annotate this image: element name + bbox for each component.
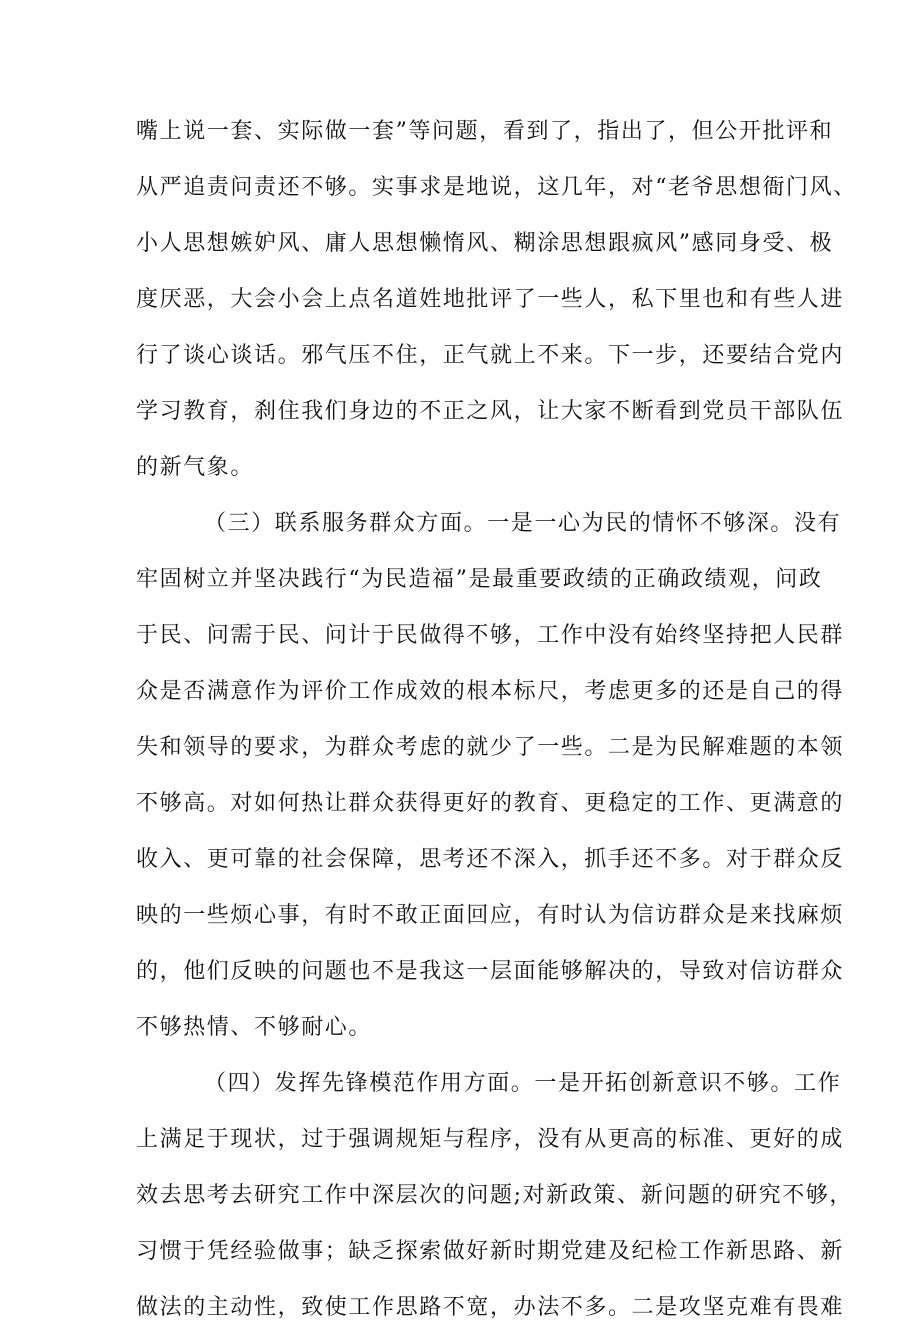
document-body xyxy=(136,104,857,1336)
text-line: 不够高。对如何热让群众获得更好的教育、更稳定的工作、更满意的 xyxy=(136,791,845,816)
text-line: 度厌恶，大会小会上点名道姓地批评了一些人，私下里也和有些人进 xyxy=(136,287,845,312)
text-line: 众是否满意作为评价工作成效的根本标尺，考虑更多的还是自己的得 xyxy=(136,679,845,704)
section-heading-line: （四）发挥先锋模范作用方面。一是开拓创新意识不够。工作 xyxy=(204,1071,842,1096)
text-line: 映的一些烦心事，有时不敢正面回应，有时认为信访群众是来找麻烦 xyxy=(136,903,845,928)
text-line: 做法的主动性，致使工作思路不宽，办法不多。二是攻坚克难有畏难 xyxy=(136,1295,845,1320)
text-line: 嘴上说一套、实际做一套”等问题，看到了，指出了，但公开批评和 xyxy=(136,119,834,144)
text-line: 收入、更可靠的社会保障，思考还不深入，抓手还不多。对于群众反 xyxy=(136,847,845,872)
text-line: 行了谈心谈话。邪气压不住，正气就上不来。下一步，还要结合党内 xyxy=(136,343,845,368)
text-line: 的新气象。 xyxy=(136,455,255,480)
text-line: 从严追责问责还不够。实事求是地说，这几年，对“老爷思想衙门风、 xyxy=(136,175,857,200)
text-line: 学习教育，刹住我们身边的不正之风，让大家不断看到党员干部队伍 xyxy=(136,399,845,424)
text-line: 习惯于凭经验做事；缺乏探索做好新时期党建及纪检工作新思路、新 xyxy=(136,1239,845,1264)
text-line: 上满足于现状，过于强调规矩与程序，没有从更高的标准、更好的成 xyxy=(136,1127,845,1152)
text-line: 小人思想嫉妒风、庸人思想懒惰风、糊涂思想跟疯风”感同身受、极 xyxy=(136,231,834,256)
section-heading-line: （三）联系服务群众方面。一是一心为民的情怀不够深。没有 xyxy=(204,511,842,536)
text-line: 效去思考去研究工作中深层次的问题;对新政策、新问题的研究不够， xyxy=(136,1183,854,1208)
text-line: 牢固树立并坚决践行“为民造福”是最重要政绩的正确政绩观，问政 xyxy=(136,567,823,592)
text-line: 不够热情、不够耐心。 xyxy=(136,1015,373,1040)
text-line: 的，他们反映的问题也不是我这一层面能够解决的，导致对信访群众 xyxy=(136,959,845,984)
text-line: 失和领导的要求，为群众考虑的就少了一些。二是为民解难题的本领 xyxy=(136,735,845,760)
text-line: 于民、问需于民、问计于民做得不够，工作中没有始终坚持把人民群 xyxy=(136,623,845,648)
